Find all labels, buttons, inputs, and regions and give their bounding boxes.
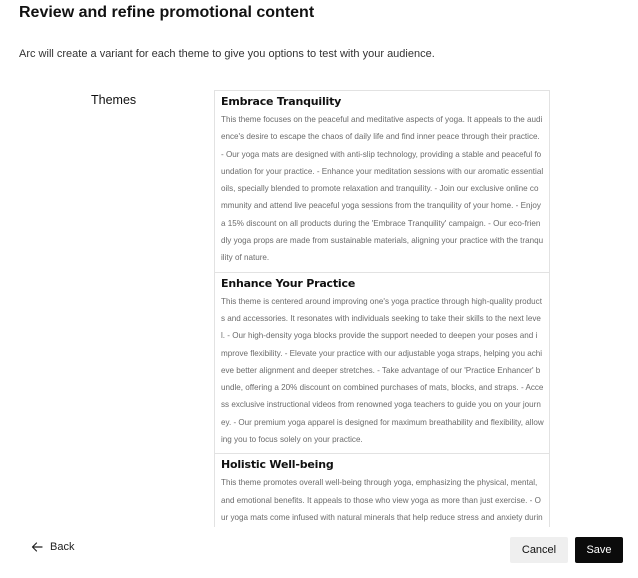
theme-title: Embrace Tranquility [221, 95, 342, 108]
themes-list[interactable] [214, 90, 551, 527]
theme-description[interactable]: This theme focuses on the peaceful and meditative aspects of yoga. It appeals to the audience's desire to escape the chaos of daily life and find inner peace through their practice. - Our yoga mats are designed with anti-slip technology, providing a stable and peaceful foundation for your practice. - Enhance your meditation sessions with our aromatic essential oils, specially blended to promote relaxation and tranquility. - Join our exclusive online community and attend live peaceful yoga sessions from the tranquility of your home. - Enjoy a 15% discount on all products during the 'Embrace Tranquility' campaign. - Our eco-friendly yoga props are made from sustainable materials, aligning your practice with the tranquility of nature. [221, 115, 544, 263]
page-title: Review and refine promotional content [19, 4, 315, 21]
theme-description[interactable]: This theme is centered around improving one's yoga practice through high-quality products and accessories. It resonates with individuals seeking to take their skills to the next level. - Our high-density yoga blocks provide the support needed to deepen your poses and improve flexibility. - Elevate your practice with our adjustable yoga straps, helping you achieve better alignment and deeper stretches. - Take advantage of our 'Practice Enhancer' bundle, offering a 20% discount on combined purchases of mats, blocks, and straps. - Access exclusive instructional videos from renowned yoga teachers to guide you on your journey. - Our premium yoga apparel is designed for maximum breathability and flexibility, allowing you to focus solely on your practice. [221, 296, 544, 445]
back-button[interactable] [30, 540, 74, 554]
theme-title: Enhance Your Practice [221, 276, 356, 290]
arrow-left-icon [30, 540, 44, 554]
save-button[interactable]: Save [575, 537, 623, 563]
theme-description[interactable]: This theme promotes overall well-being through yoga, emphasizing the physical, mental, and emotional benefits. It appeals to those who view yoga as more than just exercise. - Our yoga mats come infused with natural minerals that help reduce stress and anxiety durin [221, 478, 543, 522]
themes-label: Themes [91, 93, 137, 107]
page-subtitle: Arc will create a variant for each theme to give you options to test with your audience. [19, 48, 435, 60]
theme-card-embrace-tranquility[interactable] [214, 90, 550, 273]
cancel-button[interactable]: Cancel [510, 537, 568, 563]
theme-title: Holistic Well-being [221, 458, 334, 472]
theme-card-enhance-your-practice[interactable] [214, 273, 550, 455]
back-label: Back [50, 541, 75, 553]
theme-card-holistic-well-being[interactable] [214, 454, 550, 527]
